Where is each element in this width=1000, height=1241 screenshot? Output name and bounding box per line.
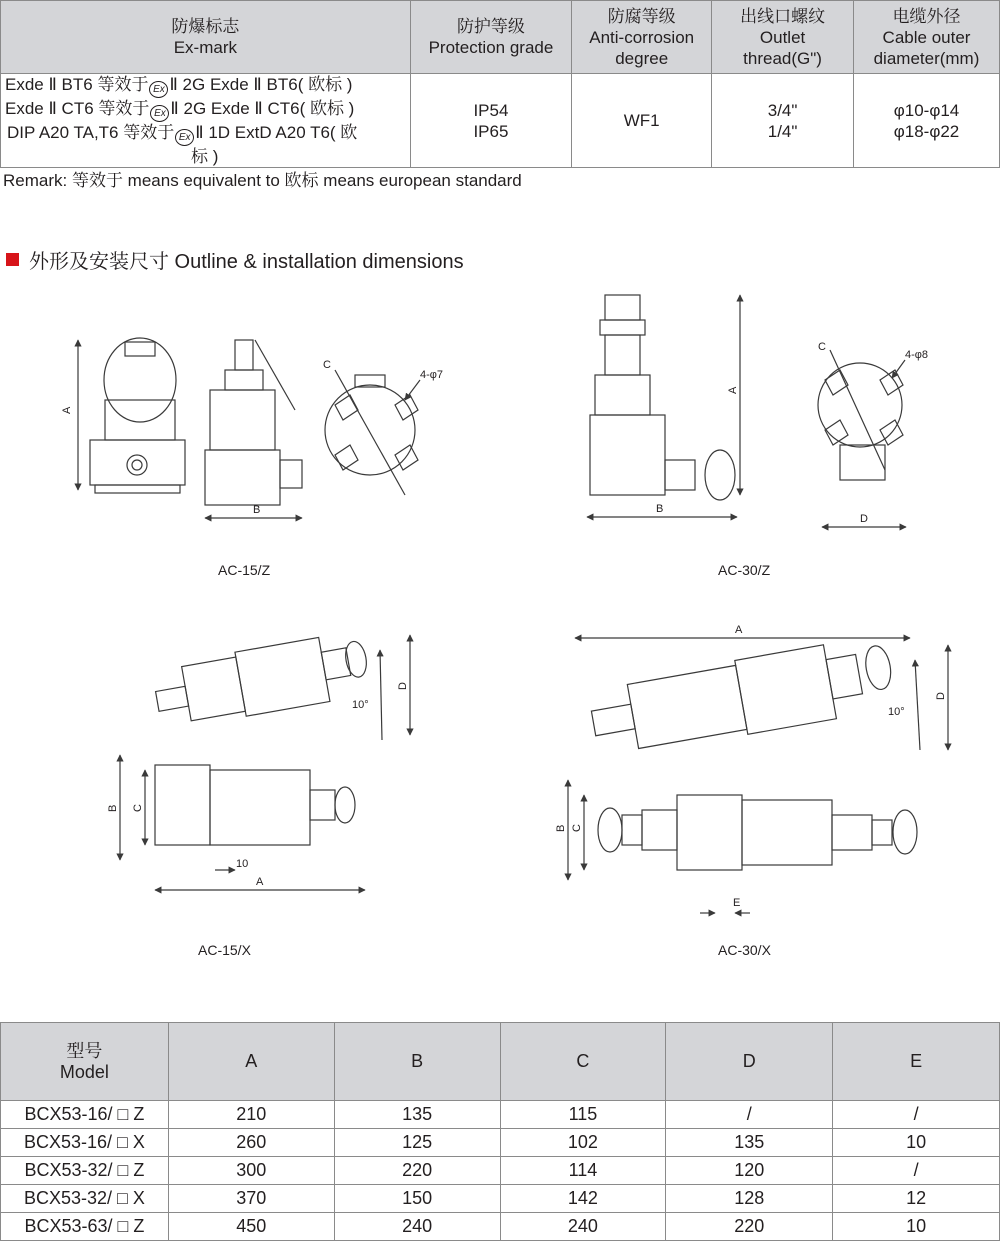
b-cell: 220 xyxy=(334,1157,500,1185)
protection-cell: IP54 IP65 xyxy=(410,74,572,168)
ac15x-top-view xyxy=(107,755,365,890)
ex-symbol-icon: Ex xyxy=(149,81,168,98)
ac15z-side-view xyxy=(205,340,302,518)
c-cell: 102 xyxy=(500,1129,666,1157)
dim-label-a: A xyxy=(256,876,264,888)
ex-symbol-icon: Ex xyxy=(150,105,169,122)
model-cell: BCX53-63/ □ Z xyxy=(1,1213,169,1241)
hole-label-7: 4-φ7 xyxy=(420,369,444,381)
table-row xyxy=(1,1185,1000,1213)
dim-label-b: B xyxy=(107,804,119,812)
table-row xyxy=(1,1157,1000,1185)
a-cell: 450 xyxy=(168,1213,334,1241)
ex-symbol-icon: Ex xyxy=(175,129,194,146)
dimension-table xyxy=(0,1022,1000,1241)
angle-label: 10° xyxy=(352,699,369,711)
header-a: A xyxy=(168,1023,334,1101)
hole-label-8: 4-φ8 xyxy=(905,349,929,361)
d-cell: 135 xyxy=(666,1129,833,1157)
dim-label-a: A xyxy=(727,386,739,394)
dim-label-c: C xyxy=(132,804,144,812)
c-cell: 114 xyxy=(500,1157,666,1185)
dim-label-e: E xyxy=(733,897,741,909)
table-row xyxy=(1,1101,1000,1129)
model-cell: BCX53-16/ □ X xyxy=(1,1129,169,1157)
ac30z-front-view xyxy=(587,295,740,517)
model-cell: BCX53-32/ □ X xyxy=(1,1185,169,1213)
caption-ac30z: AC-30/Z xyxy=(718,562,771,578)
dim-label-c: C xyxy=(818,341,826,353)
e-cell: / xyxy=(833,1101,1000,1129)
dimension-table-header-row xyxy=(1,1023,1000,1101)
header-c: C xyxy=(500,1023,666,1101)
red-square-icon xyxy=(6,253,19,266)
dim-label-c: C xyxy=(323,359,331,371)
ex-mark-line: Exde Ⅱ BT6 等效于 Ex Ⅱ 2G Exde Ⅱ BT6( 欧标 ) xyxy=(5,74,408,98)
d-cell: / xyxy=(666,1101,833,1129)
dim-label-a: A xyxy=(61,406,73,414)
c-cell: 240 xyxy=(500,1213,666,1241)
e-cell: / xyxy=(833,1157,1000,1185)
e-cell: 12 xyxy=(833,1185,1000,1213)
ex-mark-line: DIP A20 TA,T6 等效于 Ex Ⅱ 1D ExtD A20 T6( 欧 xyxy=(5,122,408,146)
header-e: E xyxy=(833,1023,1000,1101)
caption-ac15x: AC-15/X xyxy=(198,942,251,958)
e-cell: 10 xyxy=(833,1129,1000,1157)
b-cell: 135 xyxy=(334,1101,500,1129)
a-cell: 210 xyxy=(168,1101,334,1129)
header-corrosion: 防腐等级 Anti-corrosion degree xyxy=(572,1,712,74)
c-cell: 142 xyxy=(500,1185,666,1213)
spec-table-row xyxy=(1,74,1000,168)
a-cell: 300 xyxy=(168,1157,334,1185)
c-cell: 115 xyxy=(500,1101,666,1129)
header-b: B xyxy=(334,1023,500,1101)
caption-ac15z: AC-15/Z xyxy=(218,562,271,578)
d-cell: 128 xyxy=(666,1185,833,1213)
table-row xyxy=(1,1213,1000,1241)
model-cell: BCX53-32/ □ Z xyxy=(1,1157,169,1185)
d-cell: 120 xyxy=(666,1157,833,1185)
section-title xyxy=(6,245,464,274)
angle-label: 10° xyxy=(888,706,905,718)
e-cell: 10 xyxy=(833,1213,1000,1241)
table-row xyxy=(1,1129,1000,1157)
header-thread: 出线口螺纹 Outlet thread(G") xyxy=(712,1,854,74)
dim-label-b: B xyxy=(656,503,664,515)
dim-label-d: D xyxy=(397,682,409,690)
spec-table xyxy=(0,0,1000,168)
dim-label-d: D xyxy=(860,513,868,525)
a-cell: 370 xyxy=(168,1185,334,1213)
dim-label-c: C xyxy=(571,824,583,832)
header-cable: 电缆外径 Cable outer diameter(mm) xyxy=(854,1,1000,74)
ac30x-top-view xyxy=(555,780,917,913)
caption-ac30x: AC-30/X xyxy=(718,942,771,958)
header-ex-mark: 防爆标志 Ex-mark xyxy=(1,1,411,74)
d-cell: 220 xyxy=(666,1213,833,1241)
ac30z-top-view xyxy=(818,341,928,527)
ac30x-side-view xyxy=(587,634,897,760)
ten-label: 10 xyxy=(236,858,249,870)
spec-table-header-row xyxy=(1,1,1000,74)
header-model: 型号 Model xyxy=(1,1023,169,1101)
b-cell: 125 xyxy=(334,1129,500,1157)
ac15z-top-view xyxy=(323,359,443,495)
model-cell: BCX53-16/ □ Z xyxy=(1,1101,169,1129)
b-cell: 150 xyxy=(334,1185,500,1213)
ex-mark-line: 标 ) xyxy=(191,147,219,166)
remark-text: Remark: 等效于 means equivalent to 欧标 means european standard xyxy=(3,171,522,190)
dim-label-b: B xyxy=(253,504,261,516)
section-title-text: 外形及安装尺寸 Outline & installation dimensions xyxy=(29,251,464,273)
header-d: D xyxy=(666,1023,833,1101)
dim-label-b: B xyxy=(555,824,567,832)
header-protection: 防护等级 Protection grade xyxy=(410,1,572,74)
ac15z-front-view xyxy=(61,338,185,493)
ac15x-side-view xyxy=(151,630,372,731)
cable-cell: φ10-φ14 φ18-φ22 xyxy=(854,74,1000,168)
outline-drawings xyxy=(0,280,1000,980)
ex-mark-line: Exde Ⅱ CT6 等效于 Ex Ⅱ 2G Exde Ⅱ CT6( 欧标 ) xyxy=(5,98,408,122)
dim-label-d: D xyxy=(935,692,947,700)
b-cell: 240 xyxy=(334,1213,500,1241)
ex-mark-cell xyxy=(1,74,411,168)
thread-cell: 3/4" 1/4" xyxy=(712,74,854,168)
dim-label-a: A xyxy=(735,624,743,636)
corrosion-cell: WF1 xyxy=(572,74,712,168)
a-cell: 260 xyxy=(168,1129,334,1157)
